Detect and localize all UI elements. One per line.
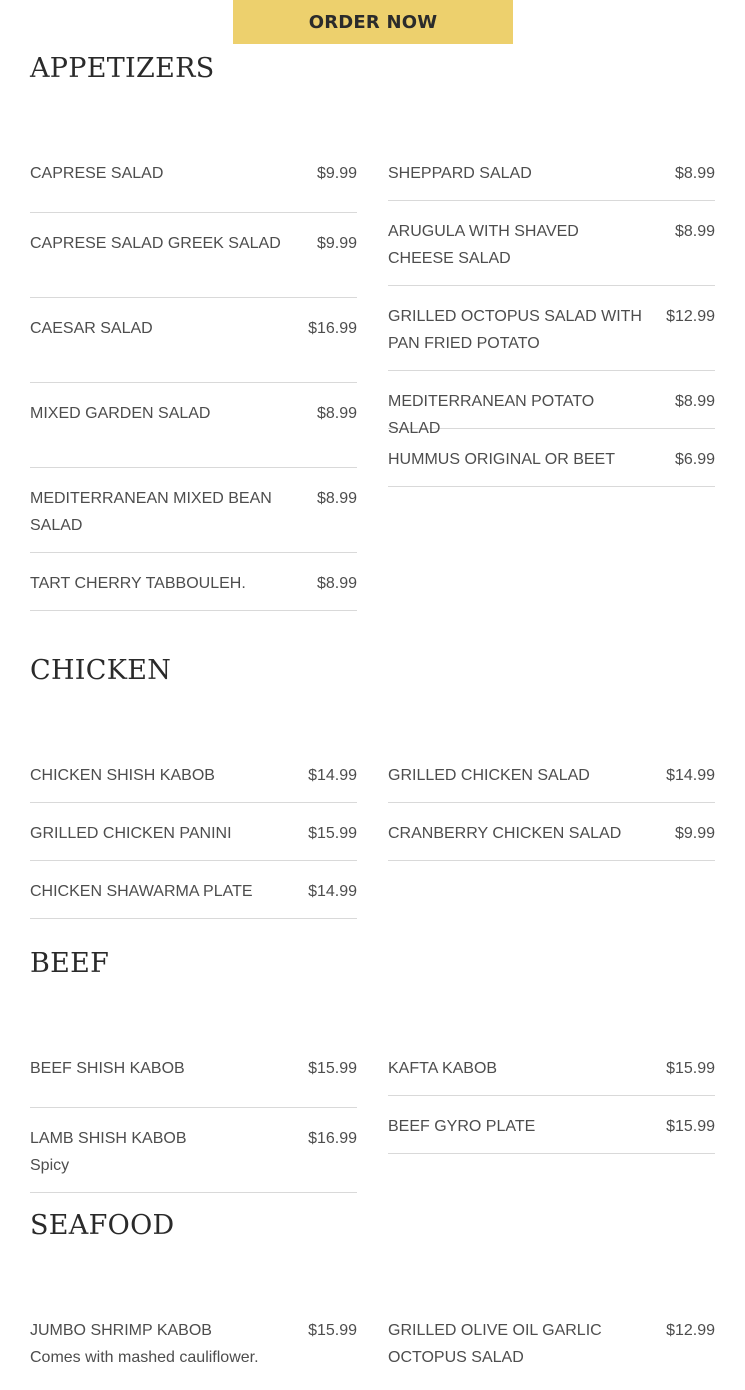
item-price: $8.99	[674, 393, 715, 410]
section-title-beef: BEEF	[30, 948, 110, 979]
item-name: CHICKEN SHISH KABOB	[30, 767, 215, 784]
menu-item[interactable]	[388, 1096, 715, 1154]
item-name: CAPRESE SALAD GREEK SALAD	[30, 235, 281, 252]
menu-item[interactable]	[30, 1108, 357, 1193]
chicken-right-column	[388, 745, 715, 861]
item-name: JUMBO SHRIMP KABOB	[30, 1322, 212, 1339]
item-name: LAMB SHISH KABOB	[30, 1130, 187, 1147]
item-price: $9.99	[674, 825, 715, 842]
item-price: $9.99	[316, 165, 357, 182]
item-name: GRILLED OCTOPUS SALAD WITH PAN FRIED POTATO	[388, 308, 642, 352]
menu-item[interactable]	[30, 213, 357, 298]
menu-item[interactable]	[388, 286, 715, 371]
section-title-seafood: SEAFOOD	[30, 1210, 175, 1241]
item-price: $16.99	[308, 1130, 357, 1147]
menu-item[interactable]	[30, 143, 357, 213]
menu-item[interactable]	[30, 553, 357, 611]
menu-item[interactable]	[30, 861, 357, 919]
item-price: $12.99	[666, 1322, 715, 1339]
menu-item[interactable]	[30, 1300, 357, 1370]
item-name: HUMMUS ORIGINAL OR BEET	[388, 451, 615, 468]
item-price: $8.99	[316, 490, 357, 507]
menu-item[interactable]	[388, 803, 715, 861]
item-name: MEDITERRANEAN MIXED BEAN SALAD	[30, 490, 272, 534]
seafood-right-column	[388, 1300, 715, 1390]
item-name: CAPRESE SALAD	[30, 165, 164, 182]
item-price: $8.99	[674, 165, 715, 182]
item-price: $9.99	[316, 235, 357, 252]
item-description: Comes with mashed cauliflower.	[30, 1349, 259, 1366]
menu-item[interactable]	[30, 468, 357, 553]
section-title-appetizers: APPETIZERS	[30, 53, 215, 84]
menu-item[interactable]	[388, 745, 715, 803]
menu-item[interactable]	[30, 803, 357, 861]
item-name: CAESAR SALAD	[30, 320, 153, 337]
item-name: GRILLED CHICKEN SALAD	[388, 767, 590, 784]
item-name: BEEF SHISH KABOB	[30, 1060, 185, 1077]
item-name: GRILLED OLIVE OIL GARLIC OCTOPUS SALAD	[388, 1322, 602, 1366]
item-price: $8.99	[316, 575, 357, 592]
menu-item[interactable]	[388, 1300, 715, 1390]
item-name: BEEF GYRO PLATE	[388, 1118, 536, 1135]
item-price: $15.99	[308, 825, 357, 842]
menu-item[interactable]	[30, 383, 357, 468]
item-name: ARUGULA WITH SHAVED CHEESE SALAD	[388, 223, 579, 267]
item-price: $8.99	[316, 405, 357, 422]
appetizers-right-column	[388, 143, 715, 487]
appetizers-left-column	[30, 143, 357, 611]
section-title-chicken: CHICKEN	[30, 655, 172, 686]
item-description: Spicy	[30, 1157, 70, 1174]
item-name: CRANBERRY CHICKEN SALAD	[388, 825, 622, 842]
item-price: $14.99	[666, 767, 715, 784]
menu-item[interactable]	[388, 143, 715, 201]
item-price: $14.99	[308, 883, 357, 900]
menu-item[interactable]	[30, 298, 357, 383]
item-price: $12.99	[666, 308, 715, 325]
beef-left-column	[30, 1038, 357, 1193]
menu-item[interactable]	[388, 201, 715, 286]
item-price: $14.99	[308, 767, 357, 784]
item-name: MEDITERRANEAN POTATO SALAD	[388, 393, 595, 437]
item-name: TART CHERRY TABBOULEH.	[30, 575, 246, 592]
chicken-left-column	[30, 745, 357, 919]
item-name: GRILLED CHICKEN PANINI	[30, 825, 232, 842]
menu-item[interactable]	[388, 371, 715, 437]
order-now-button[interactable]: ORDER NOW	[233, 0, 513, 44]
seafood-left-column	[30, 1300, 357, 1370]
item-name: SHEPPARD SALAD	[388, 165, 532, 182]
item-price: $15.99	[308, 1322, 357, 1339]
beef-right-column	[388, 1038, 715, 1154]
menu-item[interactable]	[30, 745, 357, 803]
item-name: KAFTA KABOB	[388, 1060, 498, 1077]
item-price: $15.99	[666, 1060, 715, 1077]
item-name: MIXED GARDEN SALAD	[30, 405, 211, 422]
item-price: $6.99	[674, 451, 715, 468]
menu-item[interactable]	[30, 1038, 357, 1108]
item-name: CHICKEN SHAWARMA PLATE	[30, 883, 253, 900]
item-price: $16.99	[308, 320, 357, 337]
item-price: $15.99	[666, 1118, 715, 1135]
item-price: $15.99	[308, 1060, 357, 1077]
item-price: $8.99	[674, 223, 715, 240]
menu-item[interactable]	[388, 1038, 715, 1096]
